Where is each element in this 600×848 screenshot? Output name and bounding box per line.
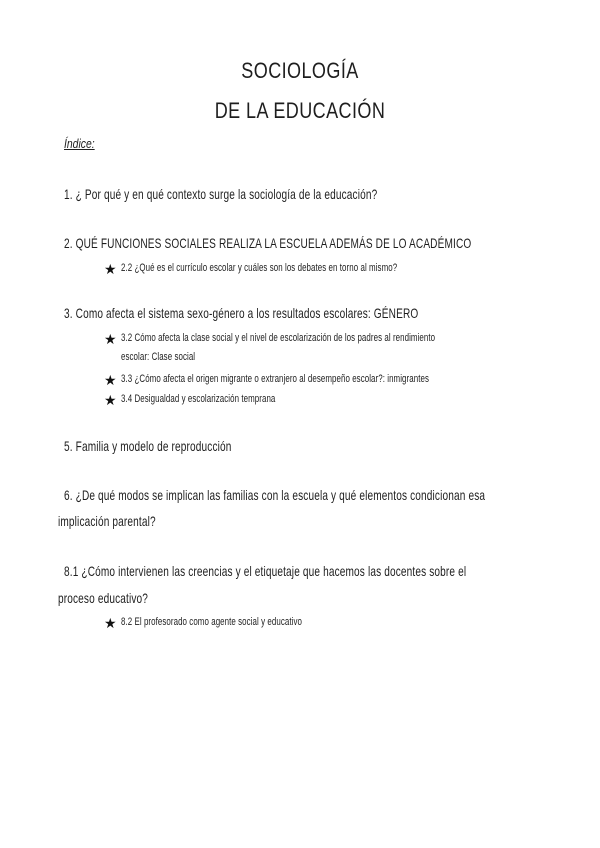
index-item-5: 5. Familia y modelo de reproducción	[64, 438, 232, 454]
index-subitem-3-2-cont: escolar: Clase social	[121, 351, 196, 363]
index-item-6: 6. ¿De qué modos se implican las familias con la escuela y qué elementos condicionan esa	[64, 487, 486, 503]
index-subitem-8-2: 8.2 El profesorado como agente social y educativo	[121, 616, 302, 628]
star-icon: ★	[104, 392, 117, 408]
index-item-2: 2. QUÉ FUNCIONES SOCIALES REALIZA LA ESCUELA ADEMÁS DE LO ACADÉMICO	[64, 235, 472, 251]
star-icon: ★	[104, 372, 117, 388]
index-item-6-cont: implicación parental?	[58, 513, 156, 529]
title-line-1: SOCIOLOGÍA	[241, 58, 359, 83]
index-subitem-3-3: 3.3 ¿Cómo afecta el origen migrante o extranjero al desempeño escolar?: inmigrantes	[121, 373, 429, 385]
index-subitem-3-2: 3.2 Cómo afecta la clase social y el nivel de escolarización de los padres al rendimiento	[121, 332, 436, 344]
index-item-1: 1. ¿ Por qué y en qué contexto surge la sociología de la educación?	[64, 186, 378, 202]
index-item-8-1: 8.1 ¿Cómo intervienen las creencias y el etiquetaje que hacemos las docentes sobre el	[64, 563, 467, 579]
index-subitem-2-2: 2.2 ¿Qué es el currículo escolar y cuáles son los debates en torno al mismo?	[121, 262, 398, 274]
title-line-2: DE LA EDUCACIÓN	[214, 98, 386, 123]
star-icon: ★	[104, 615, 117, 631]
star-icon: ★	[104, 331, 117, 347]
index-heading: Índice:	[64, 136, 95, 151]
index-item-8-1-cont: proceso educativo?	[58, 590, 149, 606]
index-subitem-3-4: 3.4 Desigualdad y escolarización temprana	[121, 393, 276, 405]
index-item-3: 3. Como afecta el sistema sexo-género a los resultados escolares: GÉNERO	[64, 305, 419, 321]
star-icon: ★	[104, 261, 117, 277]
